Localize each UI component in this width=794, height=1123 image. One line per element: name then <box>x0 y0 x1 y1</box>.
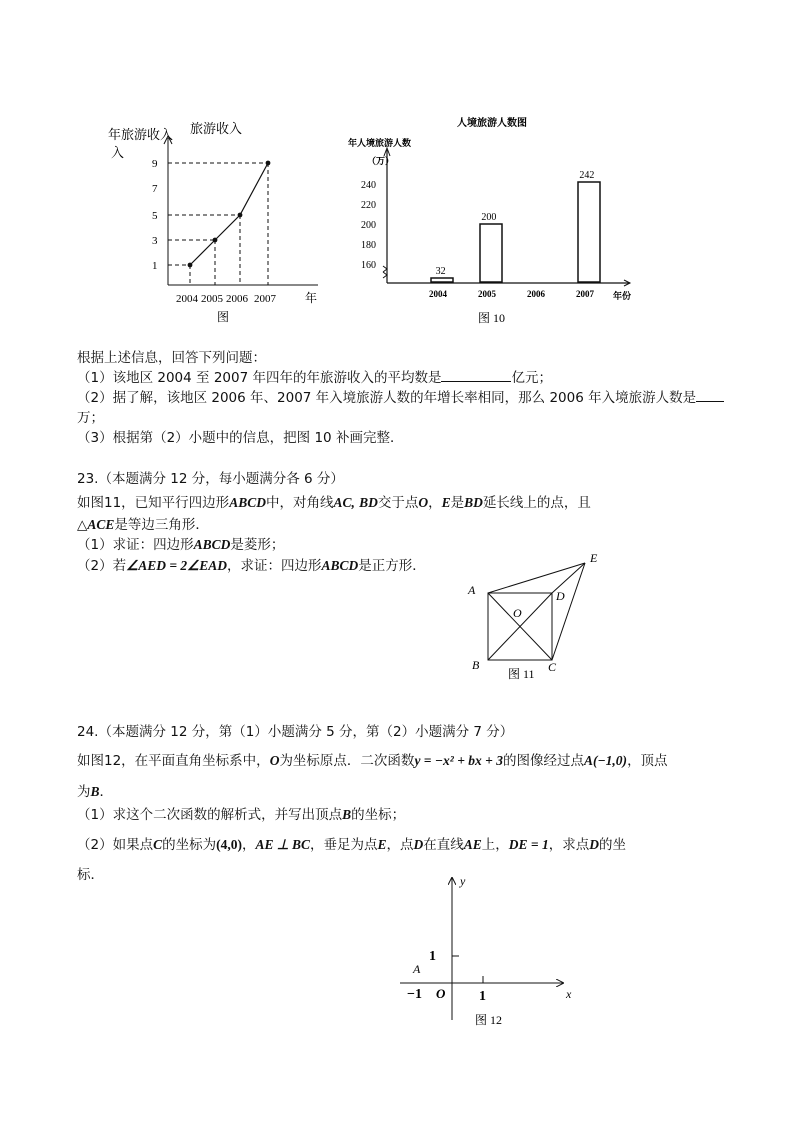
q22-part2-cont: 万； <box>77 410 104 426</box>
q22-blank-2 <box>696 389 724 402</box>
x-unit-label: 1 <box>479 989 486 1004</box>
figure-11 <box>460 548 610 686</box>
origin-label: O <box>436 986 446 1001</box>
y-axis-label: y <box>460 874 466 888</box>
q23-heading: 23.（本题满分 12 分，每小题满分各 6 分） <box>77 471 344 487</box>
income-line-chart <box>100 110 335 330</box>
income-y-tick-label: 1 <box>152 260 158 272</box>
visitors-x-tick-label: 2004 <box>429 289 447 299</box>
income-chart-ylabel-wrap: 入 <box>111 145 125 160</box>
label-e: E <box>590 551 598 565</box>
q23-part2: （2）若∠AED = 2∠EAD，求证：四边形ABCD是正方形． <box>77 558 426 574</box>
visitors-chart-title: 人境旅游人数图 <box>457 118 527 129</box>
visitors-bar <box>480 224 502 282</box>
label-b: B <box>472 658 480 672</box>
q23-line2: △ACE是等边三角形． <box>77 517 209 533</box>
visitors-chart-xlabel: 年份 <box>613 291 632 301</box>
income-chart-caption: 图 <box>217 310 230 324</box>
figure-12-caption: 图 12 <box>475 1013 503 1027</box>
label-a: A <box>468 583 476 597</box>
income-y-tick-label: 3 <box>152 235 158 247</box>
y-unit-label: 1 <box>429 949 436 964</box>
income-chart-title: 旅游收入 <box>190 121 243 136</box>
label-d: D <box>556 589 565 603</box>
label-c: C <box>548 660 557 674</box>
visitors-bar <box>431 278 453 282</box>
visitors-axis-break <box>383 266 387 278</box>
visitors-bar-chart <box>345 110 645 330</box>
visitors-x-tick-label: 2007 <box>576 289 594 299</box>
q23-line1: 如图11，已知平行四边形ABCD中，对角线AC, BD交于点O，E是BD延长线上的点，且 <box>77 495 591 511</box>
q24-part1: （1）求这个二次函数的解析式，并写出顶点B的坐标； <box>77 807 406 823</box>
income-y-tick-label: 7 <box>152 183 158 195</box>
visitors-y-tick-label: 180 <box>361 240 376 251</box>
income-series-line <box>190 163 268 265</box>
visitors-bar <box>578 182 600 282</box>
visitors-bar-label: 32 <box>435 266 446 277</box>
visitors-chart-caption: 图 10 <box>478 311 506 325</box>
q24-heading: 24.（本题满分 12 分，第（1）小题满分 5 分，第（2）小题满分 7 分） <box>77 724 514 740</box>
visitors-x-tick-label: 2006 <box>527 289 545 299</box>
q23-part1: （1）求证：四边形ABCD是菱形； <box>77 537 285 553</box>
income-y-tick-label: 5 <box>152 210 158 222</box>
visitors-chart-ylabel: 年人境旅游人数 <box>348 138 412 148</box>
q24-line4: 标． <box>77 867 104 883</box>
income-chart-xlabel: 年 <box>305 291 318 305</box>
visitors-x-tick-label: 2005 <box>478 289 496 299</box>
label-o: O <box>513 606 522 620</box>
q24-line1: 如图12，在平面直角坐标系中，O为坐标原点．二次函数y = −x² + bx + 3的图像经过点A(−1,0)，顶点 <box>77 753 668 769</box>
point-a-label: A <box>413 962 421 976</box>
income-chart-ylabel: 年旅游收入 <box>108 127 174 142</box>
figure-12 <box>395 870 595 1035</box>
q22-part3: （3）根据第（2）小题中的信息，把图 10 补画完整． <box>77 430 404 446</box>
figure-11-caption: 图 11 <box>508 667 535 681</box>
income-x-tick-label: 2005 <box>201 293 223 305</box>
q24-line2: 为B． <box>77 784 114 800</box>
q22-part1: （1）该地区 2004 至 2007 年四年的年旅游收入的平均数是 亿元； <box>77 370 552 386</box>
income-x-tick-label: 2007 <box>254 293 276 305</box>
q22-blank-1 <box>441 369 511 382</box>
q22-part2: （2）据了解，该地区 2006 年、2007 年入境旅游人数的年增长率相同，那么 2006 年入境旅游人数是 <box>77 389 724 407</box>
visitors-y-tick-label: 160 <box>361 260 376 271</box>
q24-part2: （2）如果点C的坐标为(4,0)，AE ⊥ BC，垂足为点E，点D在直线AE上，DE = 1，求点D的坐 <box>77 837 626 853</box>
visitors-y-tick-label: 220 <box>361 200 376 211</box>
visitors-chart-yunit: （万） <box>367 156 395 166</box>
visitors-bar-label: 200 <box>481 212 497 223</box>
neg-one-label: −1 <box>407 987 422 1002</box>
income-y-tick-label: 9 <box>152 158 158 170</box>
visitors-bar-label: 242 <box>579 170 595 181</box>
visitors-y-tick-label: 200 <box>361 220 376 231</box>
income-x-tick-label: 2004 <box>176 293 198 305</box>
segment-ae <box>488 563 585 593</box>
income-x-tick-label: 2006 <box>226 293 248 305</box>
visitors-y-tick-label: 240 <box>361 180 376 191</box>
x-axis-label: x <box>566 987 572 1001</box>
q22-intro: 根据上述信息，回答下列问题： <box>77 350 266 366</box>
